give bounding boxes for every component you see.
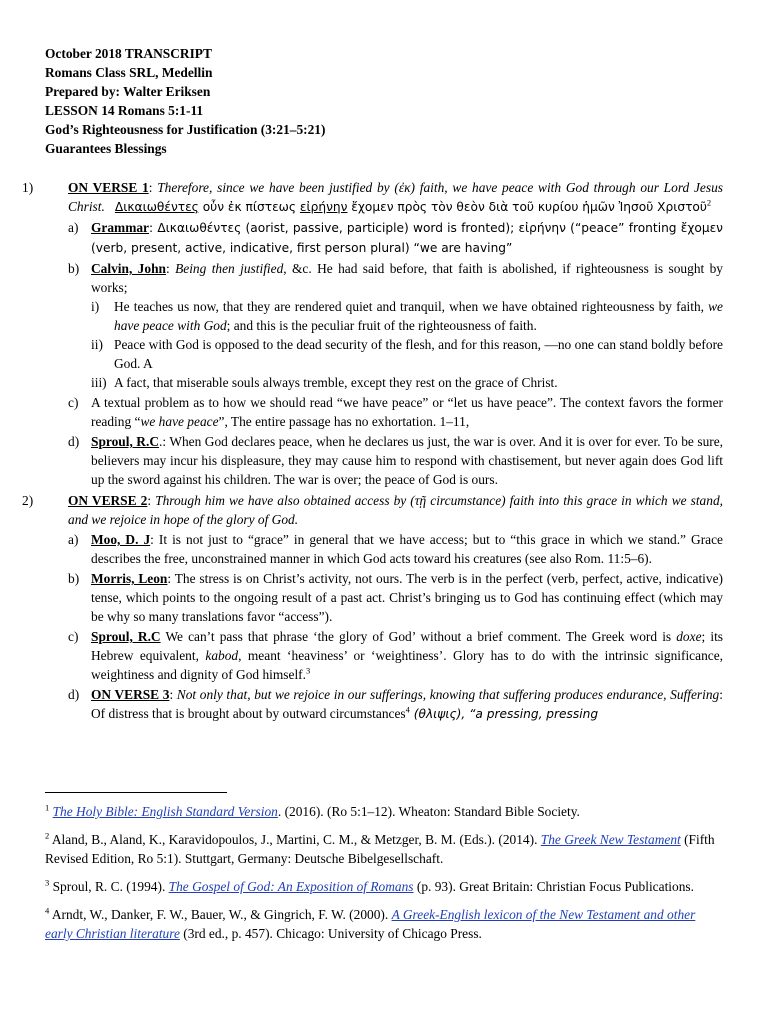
author-name: Calvin, John bbox=[91, 261, 166, 276]
footnote-ref[interactable]: 3 bbox=[305, 665, 311, 676]
footnotes bbox=[45, 802, 723, 952]
grammar-heading: Grammar bbox=[91, 220, 150, 235]
footnote-separator bbox=[45, 792, 227, 793]
list-item: ii) Peace with God is opposed to the dead security of the flesh, and for this reason, —no one can stand boldly before God. A bbox=[91, 337, 723, 371]
header-line-lesson: LESSON 14 Romans 5:1-11 bbox=[45, 103, 204, 118]
list-item: a) Grammar: Δικαιωθέντες (aorist, passive, participle) word is fronted); εἰρήνην (“peace” fronting ἔχομεν (verb, present, active, indicative, first person plural) “we are having” bbox=[68, 220, 723, 255]
header-line-topic: God’s Righteousness for Justification (3:21–5:21) bbox=[45, 122, 326, 137]
list-item: d) ON VERSE 3: Not only that, but we rejoice in our sufferings, knowing that suffering produces endurance, Suffering: Of distress that is brought about by outward circumstances$^4$ (θλιψις), “a pressing, pressing bbox=[68, 687, 723, 721]
verse-2-heading: ON VERSE 2 bbox=[68, 493, 148, 508]
verse-1-text: Therefore, since we have been justified by (ἐκ) faith, we have peace with God through our Lord Jesus Christ. bbox=[68, 180, 723, 214]
list-item: b) Calvin, John: Being then justified, &c. He had said before, that faith is abolished, if righteousness is sought by works; i) He teaches us now, that they are rendered quiet and tranquil, when we have obtained righteousness by faith, we have peace with God; and this is the peculiar fruit of the righteousness of faith. ii) Peace with God is opposed to the dead security of the flesh, and for this reason, —no one can stand boldly before God. A iii) A fact, that miserable souls always tremble, except they rest on the grace of Christ. bbox=[68, 261, 724, 390]
header-line-subtopic: Guarantees Blessings bbox=[45, 141, 167, 156]
list-item: d) Sproul, R.C.: When God declares peace, when he declares us just, the war is over. And it is over for ever. To be sure, believers may incur his displeasure, they may cause him to respond with chastisement, but never again does God lift up the sword against his children. The war is over; the peace of God is ours. bbox=[68, 434, 724, 487]
verse-3-heading: ON VERSE 3 bbox=[91, 687, 170, 702]
author-name: Moo, D. J bbox=[91, 532, 151, 547]
header-line-date: October 2018 TRANSCRIPT bbox=[45, 46, 212, 61]
footnote-link[interactable]: The Gospel of God: An Exposition of Romans bbox=[168, 879, 414, 894]
greek-text: ἔχομεν πρὸς τὸν θεὸν διὰ τοῦ κυρίου ἡμῶν Ἰησοῦ Χριστοῦ bbox=[347, 200, 707, 214]
author-name: Sproul, R.C bbox=[91, 434, 159, 449]
list-number: 2) bbox=[22, 493, 34, 508]
list-item: iii) A fact, that miserable souls always tremble, except they rest on the grace of Christ. bbox=[91, 375, 558, 390]
greek-word: Δικαιωθέντες bbox=[114, 200, 199, 214]
list-item: b) Morris, Leon: The stress is on Christ’s activity, not ours. The verb is in the perfect (verb, perfect, active, indicative) tense, which points to the ongoing result of a past act. Christ’s bringing us to God has continuing effect (which may be why so many translations favor “access”). bbox=[68, 571, 723, 624]
author-name: Morris, Leon bbox=[91, 571, 168, 586]
header-line-class: Romans Class SRL, Medellin bbox=[45, 65, 213, 80]
verse-2-text: Through him we have also obtained access by (τῇ circumstance) faith into this grace in which we stand, and we rejoice in hope of the glory of God. bbox=[68, 493, 723, 527]
footnote-ref[interactable]: 4 bbox=[405, 704, 410, 715]
verse-2-section: 2) ON VERSE 2: Through him we have also obtained access by (τῇ circumstance) faith into this grace in which we stand, and we rejoice in hope of the glory of God. a) Moo, D. J: It is not just to “grace” in general that we have access; but to “this grace in which we stand.” Grace describes the free, unconstrained manner in which God acts toward his creatures (see also Rom. 11:5–6). b) Morris, Leon: The stress is on Christ’s activity, not ours. The verb is in the perfect (verb, perfect, active, indicative) tense, which points to the ongoing result of a past act. Christ’s bringing us to God has continuing effect (which may be why so many translations favor “access”). c) Sproul, R.C We can’t pass that phrase ‘the glory of God’ without a brief comment. The Greek word is doxe; its Hebrew equivalent, kabod, meant ‘heaviness’ or ‘weightiness’. Glory has to do with the intrinsic significance, weightiness and dignity of God himself.$^3$ d) ON VERSE 3: Not only that, but we rejoice in our sufferings, knowing that suffering produces endurance, Suffering: Of distress that is brought about by outward circumstances$^4$ (θλιψις), “a pressing, pressing bbox=[45, 491, 723, 724]
footnote-link[interactable]: A Greek-English lexicon of the New Testament and other early Christian literature bbox=[45, 907, 696, 941]
list-number: 1) bbox=[22, 180, 34, 195]
footnote-link[interactable]: The Holy Bible: English Standard Version bbox=[52, 804, 278, 819]
author-name: Sproul, R.C bbox=[91, 629, 161, 644]
footnote-ref[interactable]: 2 bbox=[706, 197, 712, 208]
footnote-link[interactable]: The Greek New Testament bbox=[540, 832, 681, 847]
verse-1-heading: ON VERSE 1 bbox=[68, 180, 149, 195]
list-item: c) A textual problem as to how we should read “we have peace” or “let us have peace”. The context favors the former reading “we have peace”, The entire passage has no exhortation. 1–11, bbox=[68, 395, 723, 429]
document-page bbox=[22, 44, 724, 724]
document-header bbox=[45, 44, 723, 158]
greek-text: οὖν ἐκ πίστεως bbox=[198, 200, 300, 214]
footnote-3: $^3$ Sproul, R. C. (1994). The Gospel of God: An Exposition of Romans (p. 93). Great Britain: Christian Focus Publications. bbox=[45, 877, 694, 894]
footnote-2: $^2$ Aland, B., Aland, K., Karavidopoulos, J., Martini, C. M., & Metzger, B. M. (Eds.). (2014). The Greek New Testament (Fifth Revised Edition, Ro 5:1). Stuttgart, Germany: Deutsche Bibelgesellschaft. bbox=[45, 830, 715, 866]
greek-word: εἰρήνην bbox=[299, 200, 348, 214]
grammar-text: : Δικαιωθέντες (aorist, passive, participle) word is fronted); εἰρήνην (“peace” fronting ἔχομεν (verb, present, active, indicative, first person plural) “we are having” bbox=[91, 221, 723, 255]
footnote-1: $^1$ The Holy Bible: English Standard Version. (2016). (Ro 5:1–12). Wheaton: Standard Bible Society. bbox=[45, 802, 580, 819]
header-line-author: Prepared by: Walter Eriksen bbox=[45, 84, 211, 99]
list-item: c) Sproul, R.C We can’t pass that phrase ‘the glory of God’ without a brief comment. The Greek word is doxe; its Hebrew equivalent, kabod, meant ‘heaviness’ or ‘weightiness’. Glory has to do with the intrinsic significance, weightiness and dignity of God himself.$^3$ bbox=[68, 629, 723, 682]
verse-1-section: 1) ON VERSE 1: Therefore, since we have been justified by (ἐκ) faith, we have peace with God through our Lord Jesus Christ. Δικαιωθέντες οὖν ἐκ πίστεως εἰρήνην ἔχομεν πρὸς τὸν θεὸν διὰ τοῦ κυρίου ἡμῶν Ἰησοῦ Χριστοῦ$^2$ a) Grammar: Δικαιωθέντες (aorist, passive, participle) word is fronted); εἰρήνην (“peace” fronting ἔχομεν (verb, present, active, indicative, first person plural) “we are having” b) Calvin, John: Being then justified, &c. He had said before, that faith is abolished, if righteousness is sought by works; i) He teaches us now, that they are rendered quiet and tranquil, when we have obtained righteousness by faith, we have peace with God; and this is the peculiar fruit of the righteousness of faith. ii) Peace with God is opposed to the dead security of the flesh, and for this reason, —no one can stand boldly before God. A iii) A fact, that miserable souls always tremble, except they rest on the grace of Christ. c) A textual problem as to how we should read “we have peace” or “let us have peace”. The context favors the former reading “we have peace”, The entire passage has no exhortation. 1–11, d) Sproul, R.C.: When God declares peace, when he declares us just, the war is over. And it is over for ever. To be sure, believers may incur his displeasure, they may cause him to respond with chastisement, but never again does God lift up the sword against his children. The war is over; the peace of God is ours. bbox=[22, 180, 724, 487]
list-item: a) Moo, D. J: It is not just to “grace” in general that we have access; but to “this grace in which we stand.” Grace describes the free, unconstrained manner in which God acts toward his creatures (see also Rom. 11:5–6). bbox=[68, 532, 723, 566]
list-item: i) He teaches us now, that they are rendered quiet and tranquil, when we have obtained righteousness by faith, we have peace with God; and this is the peculiar fruit of the righteousness of faith. bbox=[91, 299, 723, 333]
footnote-4: $^4$ Arndt, W., Danker, F. W., Bauer, W., & Gingrich, F. W. (2000). A Greek-English lexicon of the New Testament and other early Christian literature (3rd ed., p. 457). Chicago: University of Chicago Press. bbox=[45, 905, 696, 941]
